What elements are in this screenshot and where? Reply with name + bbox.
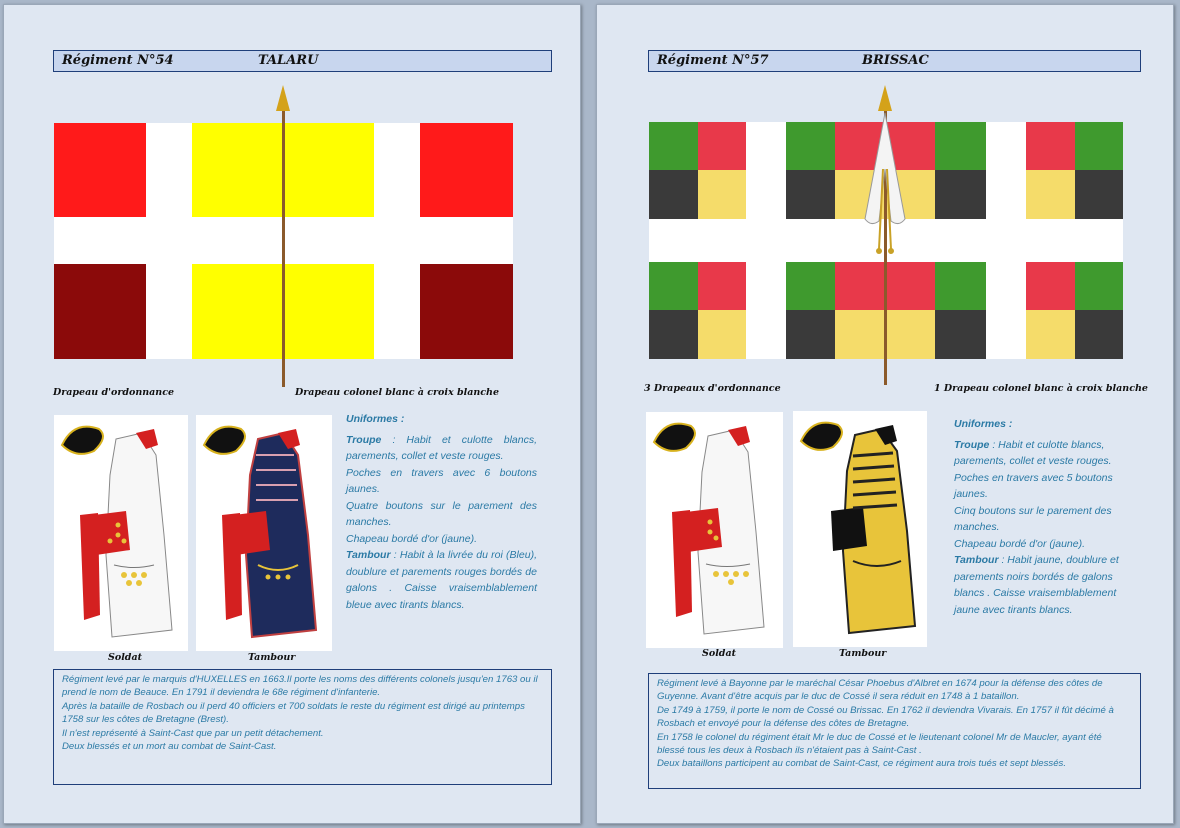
caption-colonel: 1 Drapeau colonel blanc à croix blanche <box>934 383 1148 394</box>
flag-pole <box>282 109 285 387</box>
troupe-poches: Poches en travers avec 5 boutons jaunes. <box>954 471 1113 500</box>
history-box <box>53 669 552 785</box>
caption-tambour: Tambour <box>248 652 296 663</box>
tricorne-hat-icon <box>204 427 245 454</box>
tambour-text: : Habit jaune, doublure et parements noirs bordés de galons blancs . Caisse vraisemblablement jaune avec tirants blancs. <box>954 554 1119 616</box>
history-line: Il n'est représenté à Saint-Cast que par un petit détachement. <box>62 727 324 739</box>
troupe-boutons: Cinq boutons sur le parement des manches. <box>954 504 1112 533</box>
caption-soldat: Soldat <box>702 648 736 659</box>
troupe-poches: Poches en travers avec 6 boutons jaunes. <box>346 466 537 495</box>
history-line: Régiment levé par le marquis d'HUXELLES en 1663.Il porte les noms des différents colonels jusqu'en 1763 ou il prend le nom de Beauce. En 1791 il deviendra le 68e régiment d'infanterie. <box>62 674 538 699</box>
caption-tambour: Tambour <box>839 648 887 659</box>
troupe-chapeau: Chapeau bordé d'or (jaune). <box>346 532 478 545</box>
troupe-text: : Habit et culotte blancs, parements, collet et veste rouges. <box>346 433 537 462</box>
tricorne-hat-icon <box>62 427 103 454</box>
regiment-name: TALARU <box>258 53 319 68</box>
history-line: Deux blessés et un mort au combat de Saint-Cast. <box>62 741 277 753</box>
page-left <box>3 4 581 824</box>
soldat-illustration <box>646 412 783 648</box>
tricorne-hat-icon <box>654 424 695 451</box>
history-line: Deux bataillons participent au combat de Saint-Cast, ce régiment aura trois tués et sept blessés. <box>657 758 1067 770</box>
caption-soldat: Soldat <box>108 652 142 663</box>
caption-ordonnance: Drapeau d'ordonnance <box>53 387 175 398</box>
spear-tip-icon <box>276 85 290 111</box>
regiment-name: BRISSAC <box>862 53 929 68</box>
page-right <box>596 4 1174 824</box>
soldat-illustration <box>54 415 188 651</box>
tambour-label: Tambour <box>954 554 999 566</box>
spear-tip-icon <box>878 85 892 111</box>
history-line: En 1758 le colonel du régiment était Mr le duc de Cossé et le lieutenant colonel Mr de Maucler, ayant été blessé tous les deux à Rosbach ils n'étaient pas à Saint-Cast . <box>657 731 1102 757</box>
cravate-ribbon-icon <box>859 109 911 259</box>
tambour-illustration <box>196 415 332 651</box>
regiment-number: Régiment N°54 <box>62 53 174 68</box>
caption-colonel: Drapeau colonel blanc à croix blanche <box>295 387 500 398</box>
tambour-illustration <box>793 411 927 647</box>
troupe-chapeau: Chapeau bordé d'or (jaune). <box>954 537 1086 550</box>
troupe-label: Troupe <box>954 438 990 451</box>
regiment-title-box <box>648 50 1141 72</box>
regiment-title-box <box>53 50 552 72</box>
tambour-text: : Habit à la livrée du roi (Bleu), doublure et parements rouges bordés de galons . Caisse vraisemblablement bleue avec tirants blancs. <box>346 549 537 611</box>
tricorne-hat-icon <box>801 423 842 450</box>
history-line: Régiment levé à Bayonne par le maréchal César Phoebus d'Albret en 1674 pour la défense des côtes de Guyenne. Avant d'être acquis par le duc de Cossé il sera réduit en 1748 à 1 bataillon. <box>657 678 1103 703</box>
troupe-label: Troupe <box>346 433 382 446</box>
history-line: Après la bataille de Rosbach ou il perd 40 officiers et 700 soldats le reste du régiment est dirigé au printemps 1758 sur les côtes de Bretagne (Brest). <box>62 700 525 726</box>
regiment-number: Régiment N°57 <box>657 53 769 68</box>
tambour-label: Tambour <box>346 549 391 561</box>
history-line: De 1749 à 1759, il porte le nom de Cossé ou Brissac. En 1762 il deviendra Vivarais. En 1757 il fût décimé à Rosbach et envoyé pour la défense des côtes de Bretagne. <box>657 704 1114 730</box>
uniform-heading: Uniformes : <box>954 418 1013 430</box>
troupe-boutons: Quatre boutons sur le parement des manches. <box>346 499 537 528</box>
history-box <box>648 673 1141 789</box>
uniform-description <box>346 411 537 613</box>
uniform-heading: Uniformes : <box>346 413 405 425</box>
uniform-description <box>954 416 1134 618</box>
caption-ordonnance: 3 Drapeaux d'ordonnance <box>644 383 781 394</box>
troupe-text: : Habit et culotte blancs, parements, collet et veste rouges. <box>954 438 1112 467</box>
